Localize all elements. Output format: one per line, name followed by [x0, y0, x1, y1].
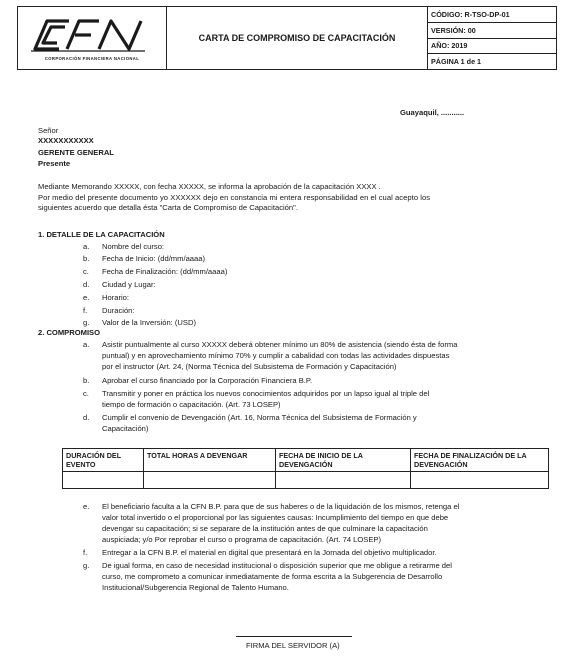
signature-line [236, 636, 352, 637]
compromiso-d-line: Cumplir el convenio de Devengación (Art. 16, Norma Técnica del Subsistema de Formación y [102, 413, 417, 422]
table-cell [411, 472, 549, 489]
devengacion-table [62, 448, 549, 489]
document-header [17, 6, 557, 70]
list-item-letter: f. [83, 306, 88, 315]
list-item: Ciudad y Lugar: [102, 280, 156, 289]
place-date: Guayaquil, ........... [400, 108, 465, 117]
table-cell [144, 472, 276, 489]
list-item: Nombre del curso: [102, 242, 165, 251]
compromiso-c-line: Transmitir y poner en práctica los nuevos conocimientos adquiridos por un lapso igual al triple del [102, 389, 430, 398]
document-meta [428, 7, 556, 69]
cfn-logo [18, 7, 167, 69]
item-letter: e. [83, 502, 90, 511]
compromiso-e-line: devengar su capacitación; si se separare de la institución antes de que culminare la capacitación [102, 524, 428, 533]
section-2-title: 2. COMPROMISO [38, 328, 101, 337]
signature-label: FIRMA DEL SERVIDOR (A) [246, 641, 340, 650]
compromiso-a-line: por el instructor (Art. 24, (Norma Técnica del Subsistema de Formación y Capacitación) [102, 362, 397, 371]
compromiso-g-line: Institucional/Subgerencia Regional de Talento Humano. [102, 583, 289, 592]
item-letter: c. [83, 389, 89, 398]
meta-year: AÑO: 2019 [428, 39, 556, 55]
table-header-cell: DURACIÓN DEL EVENTO [63, 449, 144, 472]
document-title: CARTA DE COMPROMISO DE CAPACITACIÓN [167, 7, 428, 69]
section-1-title: 1. DETALLE DE LA CAPACITACIÓN [38, 230, 165, 239]
table-header-cell: FECHA DE FINALIZACIÓN DE LA DEVENGACIÓN [411, 449, 549, 472]
item-letter: a. [83, 340, 90, 349]
compromiso-e-line: auspiciada; y/o Por reprobar el curso o programa de capacitación. (Art. 74 LOSEP) [102, 535, 381, 544]
compromiso-e-line: El beneficiario faculta a la CFN B.P. para que de sus haberes o de la liquidación de los mismos, retenga el [102, 502, 460, 511]
list-item: Duración: [102, 306, 135, 315]
list-item-letter: a. [83, 242, 90, 251]
intro-line-1: Mediante Memorando XXXXX, con fecha XXXXX, se informa la aprobación de la capacitación XXXX . [38, 182, 381, 191]
item-letter: b. [83, 376, 90, 385]
compromiso-g-line: De igual forma, en caso de necesidad institucional o disposición superior que me obligue a retirarme del [102, 561, 452, 570]
list-item-letter: e. [83, 293, 90, 302]
recipient-position: GERENTE GENERAL [38, 148, 114, 157]
intro-line-2: Por medio del presente documento yo XXXXXX dejo en constancia mi entera responsabilidad en el cual acepto los [38, 193, 431, 202]
list-item: Horario: [102, 293, 130, 302]
recipient-presente: Presente [38, 159, 71, 168]
table-header-cell: TOTAL HORAS A DEVENGAR [144, 449, 276, 472]
recipient-name: XXXXXXXXXXX [38, 136, 94, 145]
list-item-letter: c. [83, 267, 89, 276]
compromiso-b-line: Aprobar el curso financiado por la Corporación Financiera B.P. [102, 376, 313, 385]
compromiso-f-line: Entregar a la CFN B.P. el material en digital que presentará en la Jornada del objetivo multiplicador. [102, 548, 437, 557]
compromiso-a-line: Asistir puntualmente al curso XXXXX deberá obtener mínimo un 80% de asistencia (siendo ésta de forma [102, 340, 458, 349]
item-letter: g. [83, 561, 90, 570]
meta-page: PÁGINA 1 de 1 [431, 57, 482, 67]
table-row [63, 472, 549, 489]
compromiso-a-line: puntual) y en aprovechamiento mínimo 70% y cumplir a cabalidad con todas las actividades dispuestas [102, 351, 450, 360]
compromiso-c-line: tiempo de formación o capacitación. (Art. 73 LOSEP) [102, 400, 281, 409]
intro-line-3: siguientes acuerdo que detalla ésta "Carta de Compromiso de Capacitación". [38, 203, 298, 212]
compromiso-d-line: Capacitación) [102, 424, 149, 433]
table-header-row [63, 449, 549, 472]
list-item: Valor de la Inversión: (USD) [102, 318, 196, 327]
meta-version: VERSIÓN: 00 [428, 23, 556, 39]
list-item-letter: g. [83, 318, 90, 327]
table-header-cell: FECHA DE INICIO DE LA DEVENGACIÓN [276, 449, 411, 472]
item-letter: d. [83, 413, 90, 422]
compromiso-e-line: valor total invertido o el proporcional por las siguientes causas: Incumplimiento del tiempo en que debe [102, 513, 449, 522]
list-item-letter: b. [83, 254, 90, 263]
list-item-letter: d. [83, 280, 90, 289]
meta-code: CÓDIGO: R-TSO-DP-01 [428, 7, 556, 23]
table-cell [276, 472, 411, 489]
list-item: Fecha de Inicio: (dd/mm/aaaa) [102, 254, 205, 263]
list-item: Fecha de Finalización: (dd/mm/aaaa) [102, 267, 228, 276]
logo-subtitle: CORPORACIÓN FINANCIERA NACIONAL [44, 56, 140, 61]
cfn-logo-mark [29, 15, 155, 55]
item-letter: f. [83, 548, 88, 557]
recipient-salutation: Señor [38, 126, 59, 135]
compromiso-g-line: curso, me comprometo a comunicar inmediatamente de forma escrita a la Subgerencia de Desarrollo [102, 572, 443, 581]
table-cell [63, 472, 144, 489]
